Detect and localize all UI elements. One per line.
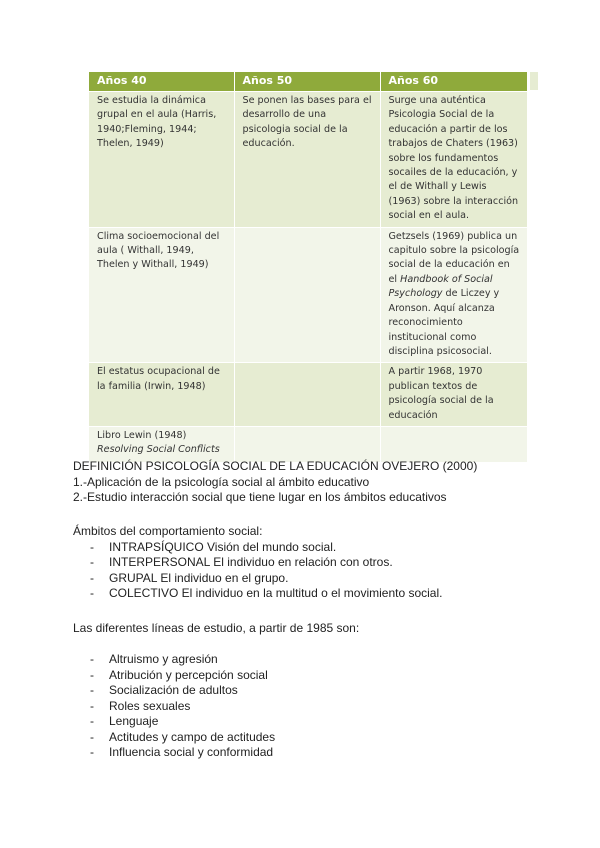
lineas-list [73, 652, 359, 761]
table-row [89, 92, 527, 228]
table-cell [234, 363, 380, 427]
list-item: - Roles sexuales [73, 699, 359, 715]
table-cell: El estatus ocupacional de la familia (Irwin, 1948) [89, 363, 234, 427]
list-item: - COLECTIVO El individuo en la multitud o el movimiento social. [73, 586, 442, 602]
ambitos-section [73, 524, 442, 602]
table-edge-decoration [530, 72, 538, 90]
table-cell [380, 426, 527, 462]
cell-book-title: Resolving Social Conflicts [97, 444, 220, 456]
ambitos-list [73, 540, 442, 602]
lineas-title: Las diferentes líneas de estudio, a partir de 1985 son: [73, 621, 360, 635]
header-cell: Años 60 [380, 72, 527, 92]
cell-text: Libro Lewin (1948) [97, 429, 187, 441]
table-cell: Surge una auténtica Psicologia Social de la educación a partir de los trabajos de Chaters (1963) sobre los fundamentos socailes de la educación, y el de Withall y Lewis (1963) sobre la interacción social en el aula. [380, 92, 527, 228]
table-cell: Clima socioemocional del aula ( Withall, 1949, Thelen y Withall, 1949) [89, 227, 234, 363]
table-header-row [89, 72, 527, 92]
table-cell [234, 426, 380, 462]
table-row [89, 227, 527, 363]
list-item: - Socialización de adultos [73, 683, 359, 699]
table-cell: Se estudia la dinámica grupal en el aula (Harris, 1940;Fleming, 1944; Thelen, 1949) [89, 92, 234, 228]
lineas-section [73, 621, 359, 761]
list-item: - Atribución y percepción social [73, 668, 359, 684]
cell-text: de Liczey y Aronson. Aquí alcanza reconocimiento institucional como disciplina psicosocial. [388, 288, 500, 357]
definition-item: 1.-Aplicación de la psicología social al ámbito educativo [73, 474, 370, 489]
table-cell [380, 227, 527, 363]
table-row [89, 363, 527, 427]
list-item: - Actitudes y campo de actitudes [73, 730, 359, 746]
spacer [73, 637, 359, 653]
list-item: - Influencia social y conformidad [73, 745, 359, 761]
cell-book-title: Handbook of Social Psychology [388, 273, 493, 300]
list-item: - INTERPERSONAL El individuo en relación con otros. [73, 555, 442, 571]
ambitos-title: Ámbitos del comportamiento social: [73, 524, 263, 538]
table-cell: A partir 1968, 1970 publican textos de psicología social de la educación [380, 363, 527, 427]
table-row [89, 426, 527, 462]
definition-section [73, 459, 477, 506]
cell-text: Getzsels (1969) publica un capitulo sobre la psicología social de la educación en el [388, 230, 520, 285]
table-cell: Se ponen las bases para el desarrollo de una psicologia social de la educación. [234, 92, 380, 228]
list-item: - Lenguaje [73, 714, 359, 730]
definition-title: DEFINICIÓN PSICOLOGÍA SOCIAL DE LA EDUCACIÓN OVEJERO (2000) [73, 459, 478, 473]
table-cell [89, 426, 234, 462]
list-item: - GRUPAL El individuo en el grupo. [73, 571, 442, 587]
header-cell: Años 40 [89, 72, 234, 92]
header-cell: Años 50 [234, 72, 380, 92]
table-cell [234, 227, 380, 363]
definition-item: 2.-Estudio interacción social que tiene lugar en los ámbitos educativos [73, 490, 447, 504]
list-item: - INTRAPSÍQUICO Visión del mundo social. [73, 540, 442, 556]
list-item: - Altruismo y agresión [73, 652, 359, 668]
history-table [89, 72, 527, 462]
